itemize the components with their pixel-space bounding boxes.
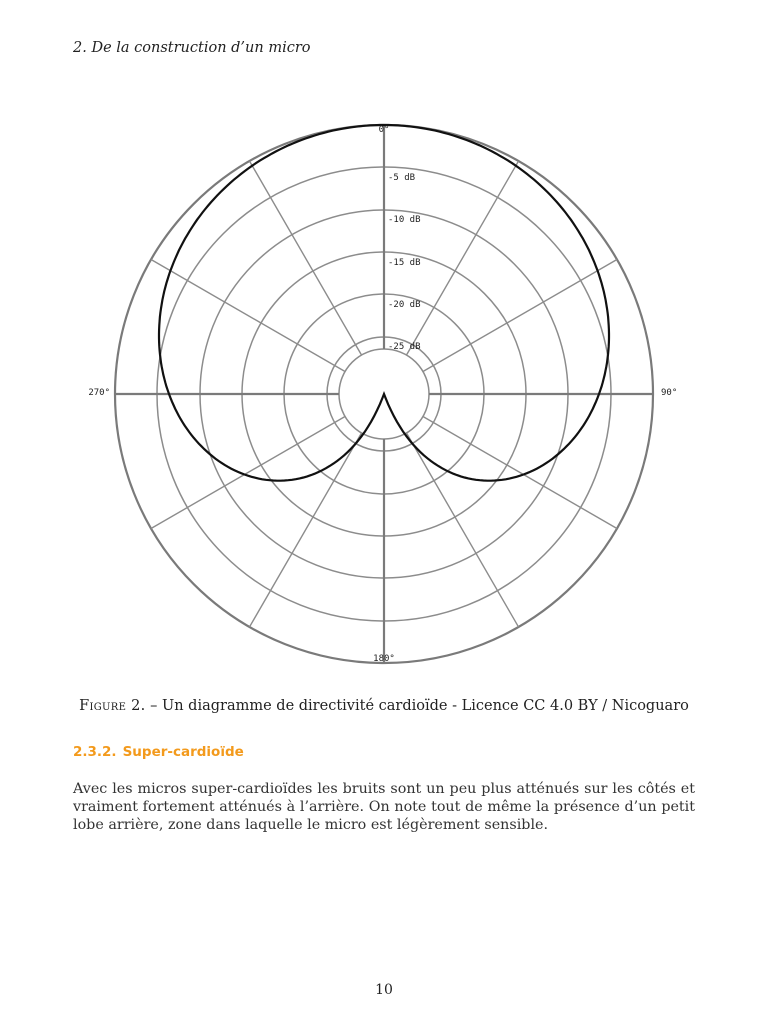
figure-caption [0, 698, 768, 714]
section-heading [73, 744, 244, 760]
figure-caption-text: – Un diagramme de directivité cardioïde - Licence CC 4.0 BY / Nicoguaro [150, 698, 689, 714]
ring-label-20db: -20 dB [388, 300, 421, 310]
section-title: Super-cardioïde [122, 744, 244, 760]
angle-label-90: 90° [661, 388, 678, 398]
angle-label-270: 270° [88, 388, 110, 398]
ring-label-25db: -25 dB [388, 342, 421, 352]
running-header: 2. De la construction d’un micro [73, 40, 311, 56]
ring-label-10db: -10 dB [388, 215, 421, 225]
polar-diagram [0, 118, 768, 668]
body-paragraph: Avec les micros super-cardioïdes les bruits sont un peu plus atténués sur les côtés et vraiment fortement atténués à l’arrière. On note tout de même la présence d’un petit lobe arrière, zone dans laquelle le micro est légèrement sensible. [73, 781, 695, 833]
page-number: 10 [375, 982, 393, 998]
figure [0, 118, 768, 668]
section-number: 2.3.2. [73, 744, 117, 760]
ring-label-5db: -5 dB [388, 173, 416, 183]
angle-label-180: 180° [373, 654, 395, 664]
ring-label-15db: -15 dB [388, 258, 421, 268]
figure-label: Figure 2. [79, 698, 146, 714]
angle-label-0: 0° [378, 125, 390, 135]
